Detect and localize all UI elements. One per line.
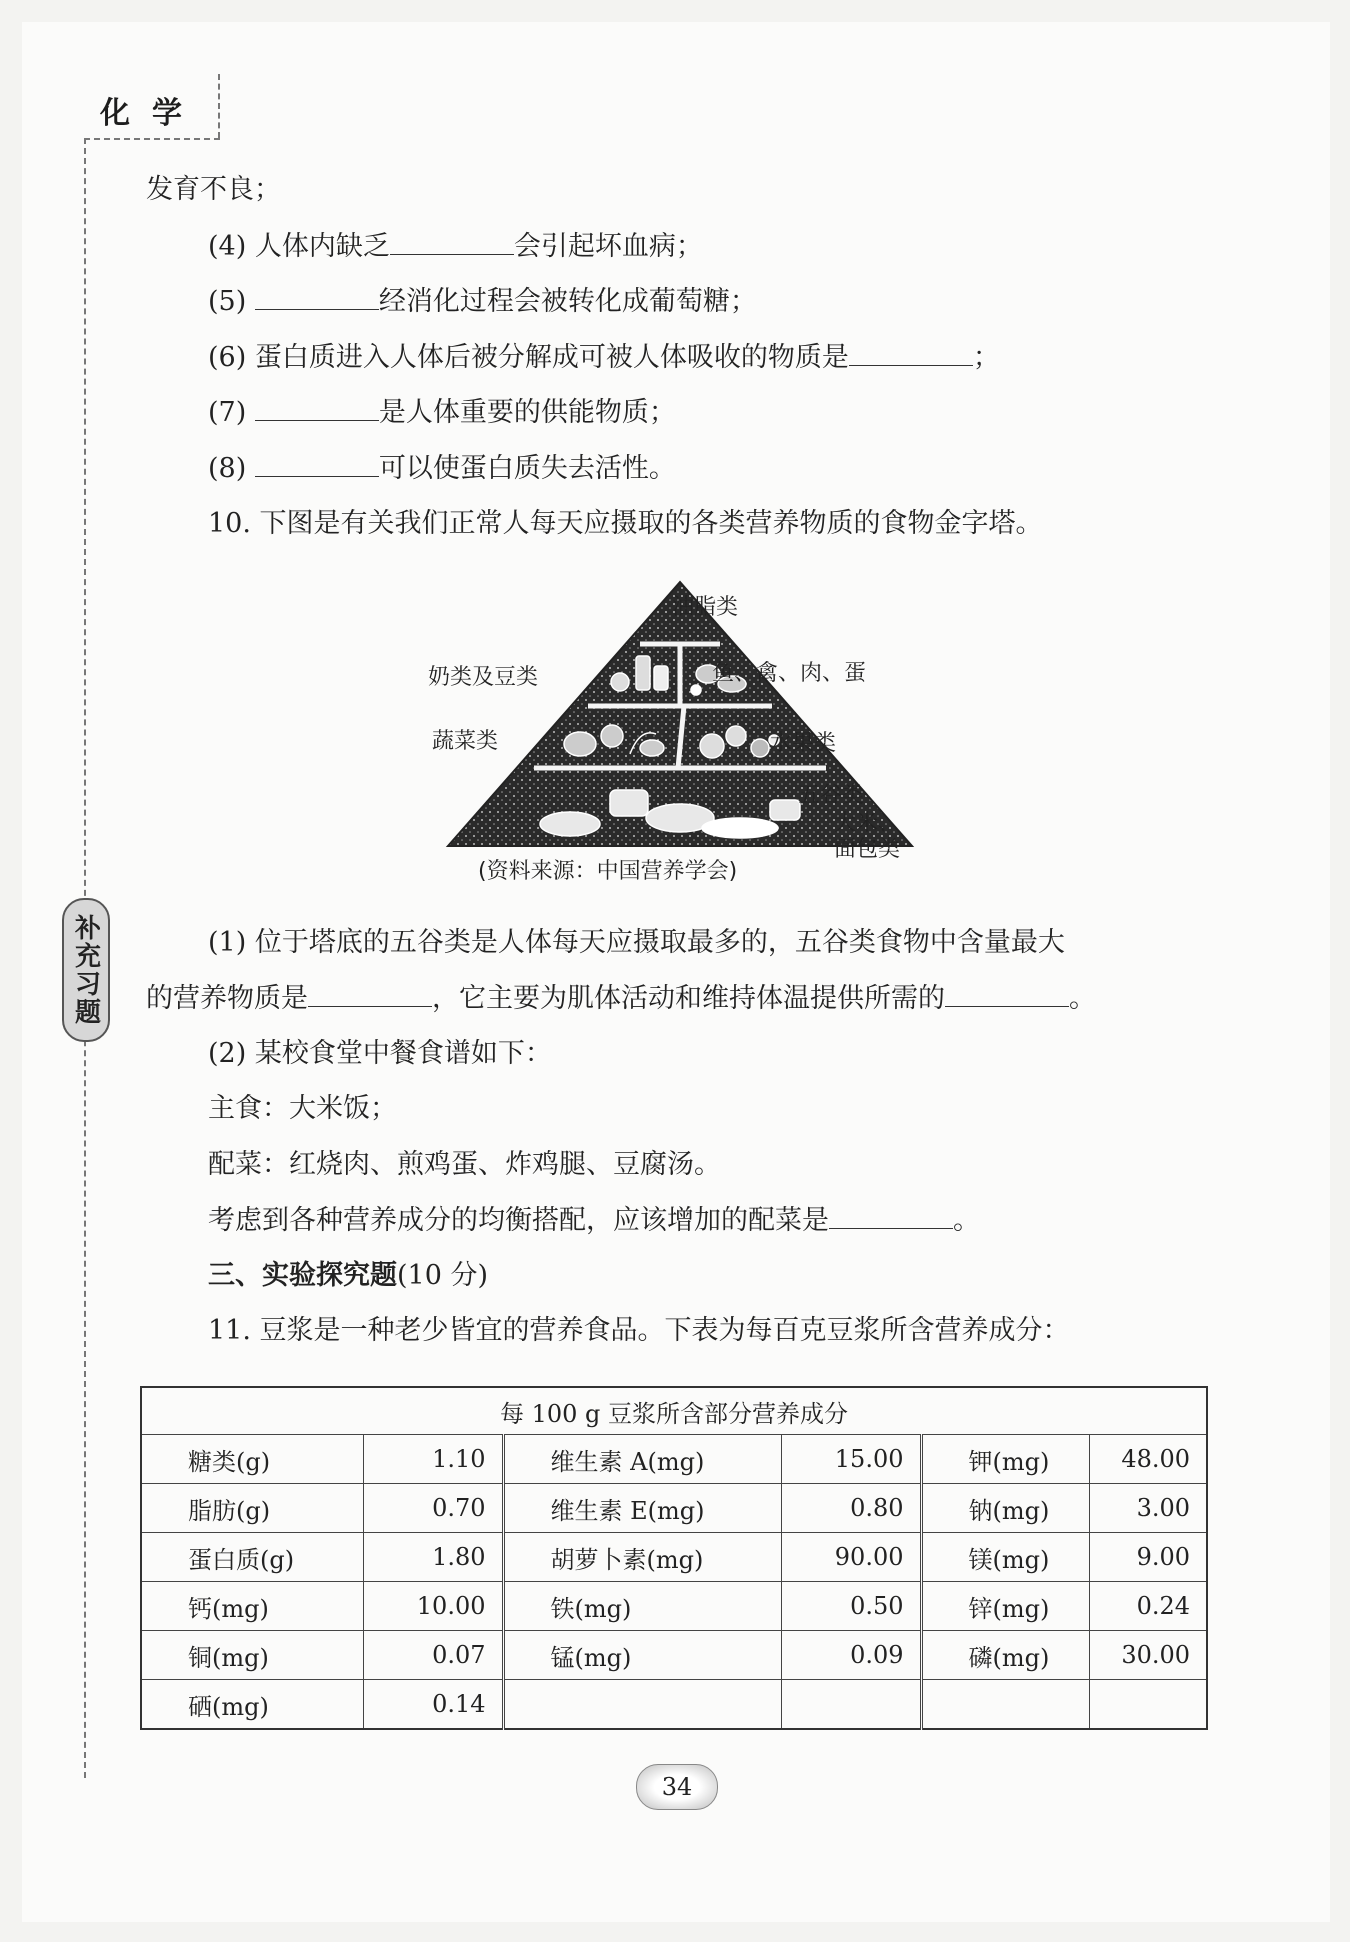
table-title: 每 100 g 豆浆所含部分营养成分	[141, 1387, 1207, 1435]
subject-title: 化学	[100, 96, 204, 131]
label-grains: 五谷类	[798, 783, 865, 808]
question-10: 10. 下图是有关我们正常人每天应摄取的各类营养物质的食物金字塔。	[208, 508, 1043, 539]
label-rice: 大米、	[834, 811, 901, 836]
header-divider	[218, 74, 220, 138]
label-meat: 鱼、禽、肉、蛋	[712, 661, 867, 686]
label-fruits: 水果类	[770, 731, 837, 756]
label-vegetables: 蔬菜类	[432, 729, 499, 754]
answer-blank	[390, 228, 514, 255]
table-row: 钙(mg) 10.00 铁(mg) 0.50 锌(mg) 0.24	[141, 1582, 1207, 1631]
question-10-1-cont: 的营养物质是 ，它主要为肌体活动和维持体温提供所需的 。	[146, 980, 1096, 1017]
nutrition-table	[140, 1386, 1208, 1730]
menu-sides: 配菜：红烧肉、煎鸡蛋、炸鸡腿、豆腐汤。	[208, 1149, 721, 1180]
page-number: 34	[636, 1764, 718, 1810]
text-line: 发育不良；	[146, 174, 281, 205]
table-row: 脂肪(g) 0.70 维生素 E(mg) 0.80 钠(mg) 3.00	[141, 1484, 1207, 1533]
table-row: 铜(mg) 0.07 锰(mg) 0.09 磷(mg) 30.00	[141, 1631, 1207, 1680]
item-6: (6) 蛋白质进入人体后被分解成可被人体吸收的物质是 ；	[208, 339, 1000, 376]
item-7: (7) 是人体重要的供能物质；	[208, 394, 676, 431]
label-dairy: 奶类及豆类	[428, 665, 539, 690]
answer-blank	[255, 283, 379, 310]
label-fats: 油脂类	[672, 595, 739, 620]
label-bread: 面包类	[834, 837, 901, 862]
answer-blank	[308, 980, 432, 1007]
header-underline	[84, 138, 220, 140]
side-tab-label: 补充习题	[70, 914, 101, 1026]
answer-blank	[829, 1202, 953, 1229]
side-tab	[62, 898, 110, 1042]
answer-blank	[255, 450, 379, 477]
balance-question: 考虑到各种营养成分的均衡搭配，应该增加的配菜是 。	[208, 1202, 980, 1239]
table-row: 糖类(g) 1.10 维生素 A(mg) 15.00 钾(mg) 48.00	[141, 1435, 1207, 1484]
item-4: (4) 人体内缺乏 会引起坏血病；	[208, 228, 703, 265]
answer-blank	[849, 339, 973, 366]
figure-source: (资料来源：中国营养学会)	[478, 859, 738, 884]
answer-blank	[255, 394, 379, 421]
question-10-2: (2) 某校食堂中餐食谱如下：	[208, 1038, 552, 1069]
item-5: (5) 经消化过程会被转化成葡萄糖；	[208, 283, 757, 320]
item-8: (8) 可以使蛋白质失去活性。	[208, 450, 676, 487]
question-10-1: (1) 位于塔底的五谷类是人体每天应摄取最多的，五谷类食物中含量最大	[208, 927, 1065, 958]
answer-blank	[945, 980, 1069, 1007]
table-row: 硒(mg) 0.14	[141, 1680, 1207, 1730]
section-3-heading: 三、实验探究题(10 分)	[208, 1260, 489, 1291]
question-11: 11. 豆浆是一种老少皆宜的营养食品。下表为每百克豆浆所含营养成分：	[208, 1315, 1070, 1346]
table-row: 蛋白质(g) 1.80 胡萝卜素(mg) 90.00 镁(mg) 9.00	[141, 1533, 1207, 1582]
menu-staple: 主食：大米饭；	[208, 1093, 397, 1124]
